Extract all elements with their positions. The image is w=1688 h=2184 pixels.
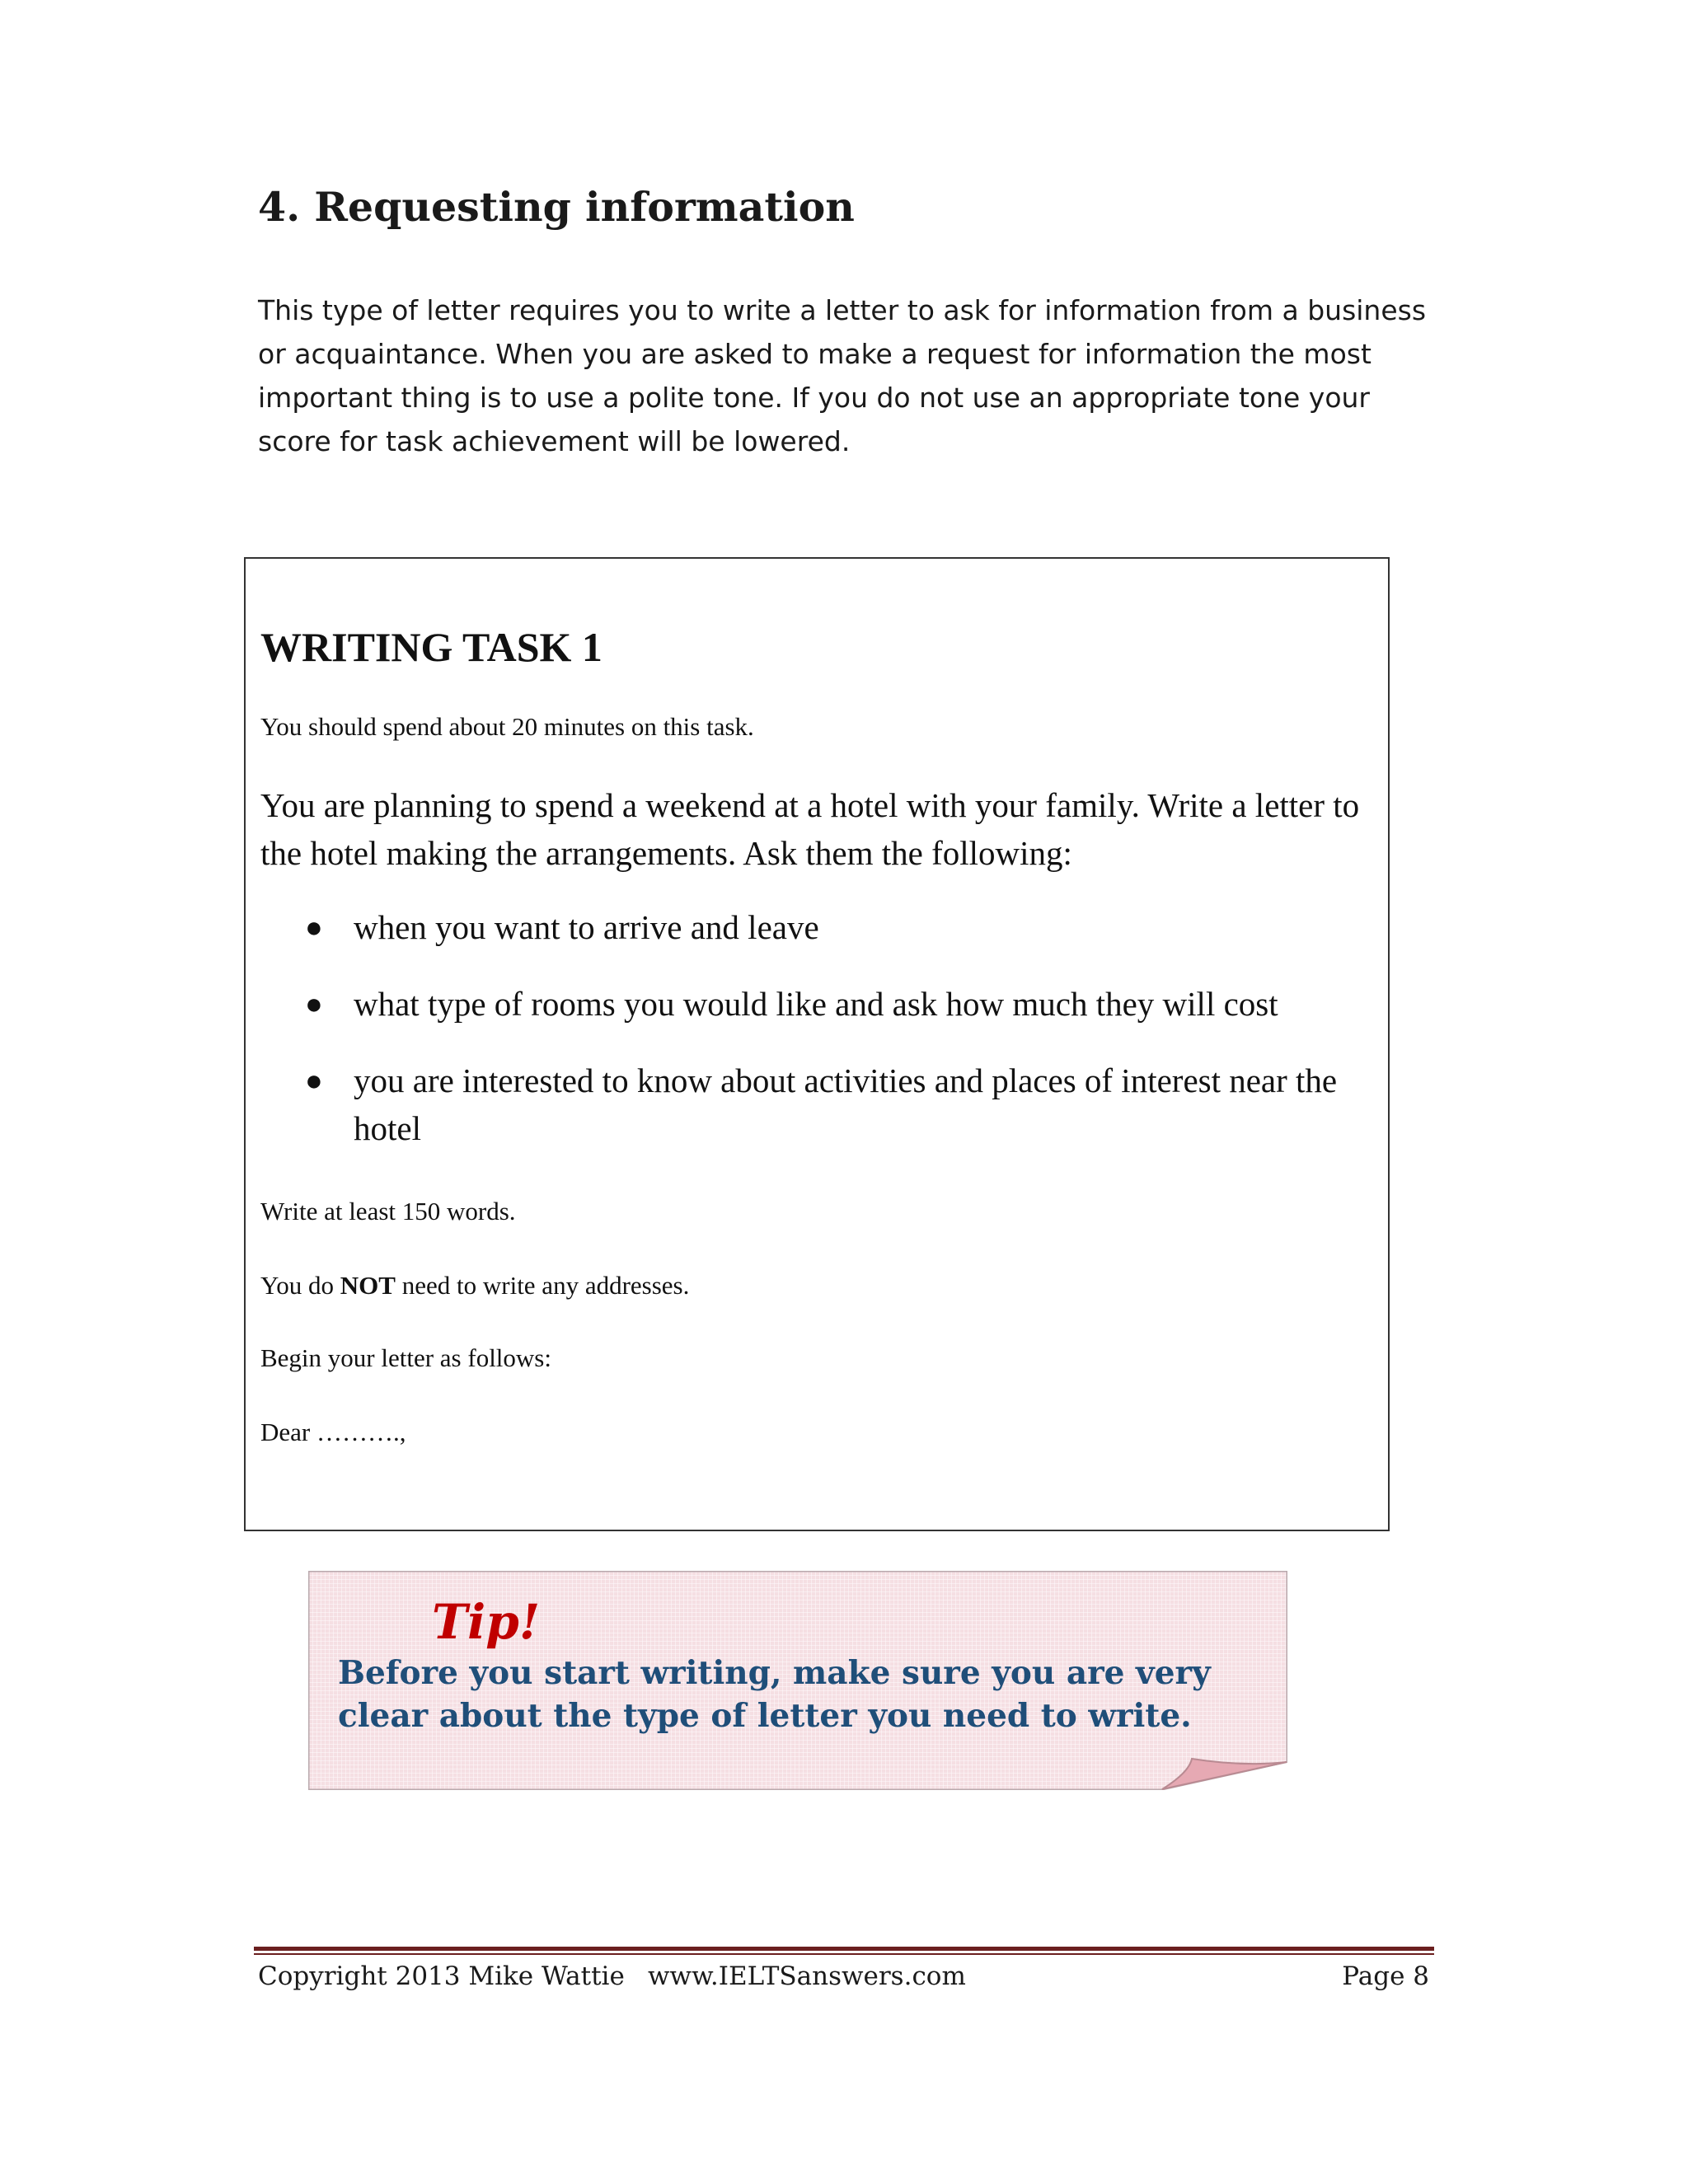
address-emphasis: NOT	[340, 1271, 396, 1300]
tip-text: Before you start writing, make sure you are very clear about the type of letter you need to write.	[338, 1654, 1211, 1735]
task-bullet-list	[260, 903, 1373, 1181]
bullet-icon: ●	[305, 987, 323, 1020]
tip-label: Tip!	[432, 1594, 541, 1650]
list-item	[260, 903, 1373, 951]
bullet-text: when you want to arrive and leave	[354, 908, 819, 946]
bullet-icon: ●	[305, 1064, 323, 1097]
intro-paragraph: This type of letter requires you to write a letter to ask for information from a business or acquaintance. When you are asked to make a request for information the most important thing is to use a polite tone. If you do not use an appropriate tone your score for task achievement will be lowered.	[258, 294, 1427, 457]
writing-task-box	[244, 557, 1390, 1531]
address-suffix: need to write any addresses.	[395, 1271, 690, 1300]
section-heading: 4. Requesting information	[258, 183, 855, 231]
task-title: WRITING TASK 1	[260, 624, 603, 670]
begin-instruction: Begin your letter as follows:	[260, 1343, 551, 1372]
task-prompt: You are planning to spend a weekend at a hotel with your family. Write a letter to the hotel making the arrangements. Ask them the following:	[260, 786, 1360, 872]
list-item	[260, 980, 1373, 1028]
footer-divider	[254, 1947, 1434, 1957]
address-instruction	[260, 1271, 689, 1301]
task-time-instruction: You should spend about 20 minutes on this task.	[260, 712, 754, 741]
list-item	[260, 1057, 1373, 1152]
footer-copyright: Copyright 2013 Mike Wattie	[258, 1961, 625, 1991]
address-prefix: You do	[260, 1271, 340, 1300]
bullet-text: what type of rooms you would like and ask how much they will cost	[354, 985, 1278, 1023]
footer-website: www.IELTSanswers.com	[648, 1961, 966, 1991]
salutation: Dear ……….,	[260, 1418, 406, 1446]
page-number: Page 8	[1342, 1961, 1429, 1991]
word-count-instruction: Write at least 150 words.	[260, 1197, 516, 1226]
bullet-text: you are interested to know about activities and places of interest near the hotel	[354, 1062, 1338, 1147]
bullet-icon: ●	[305, 911, 323, 944]
